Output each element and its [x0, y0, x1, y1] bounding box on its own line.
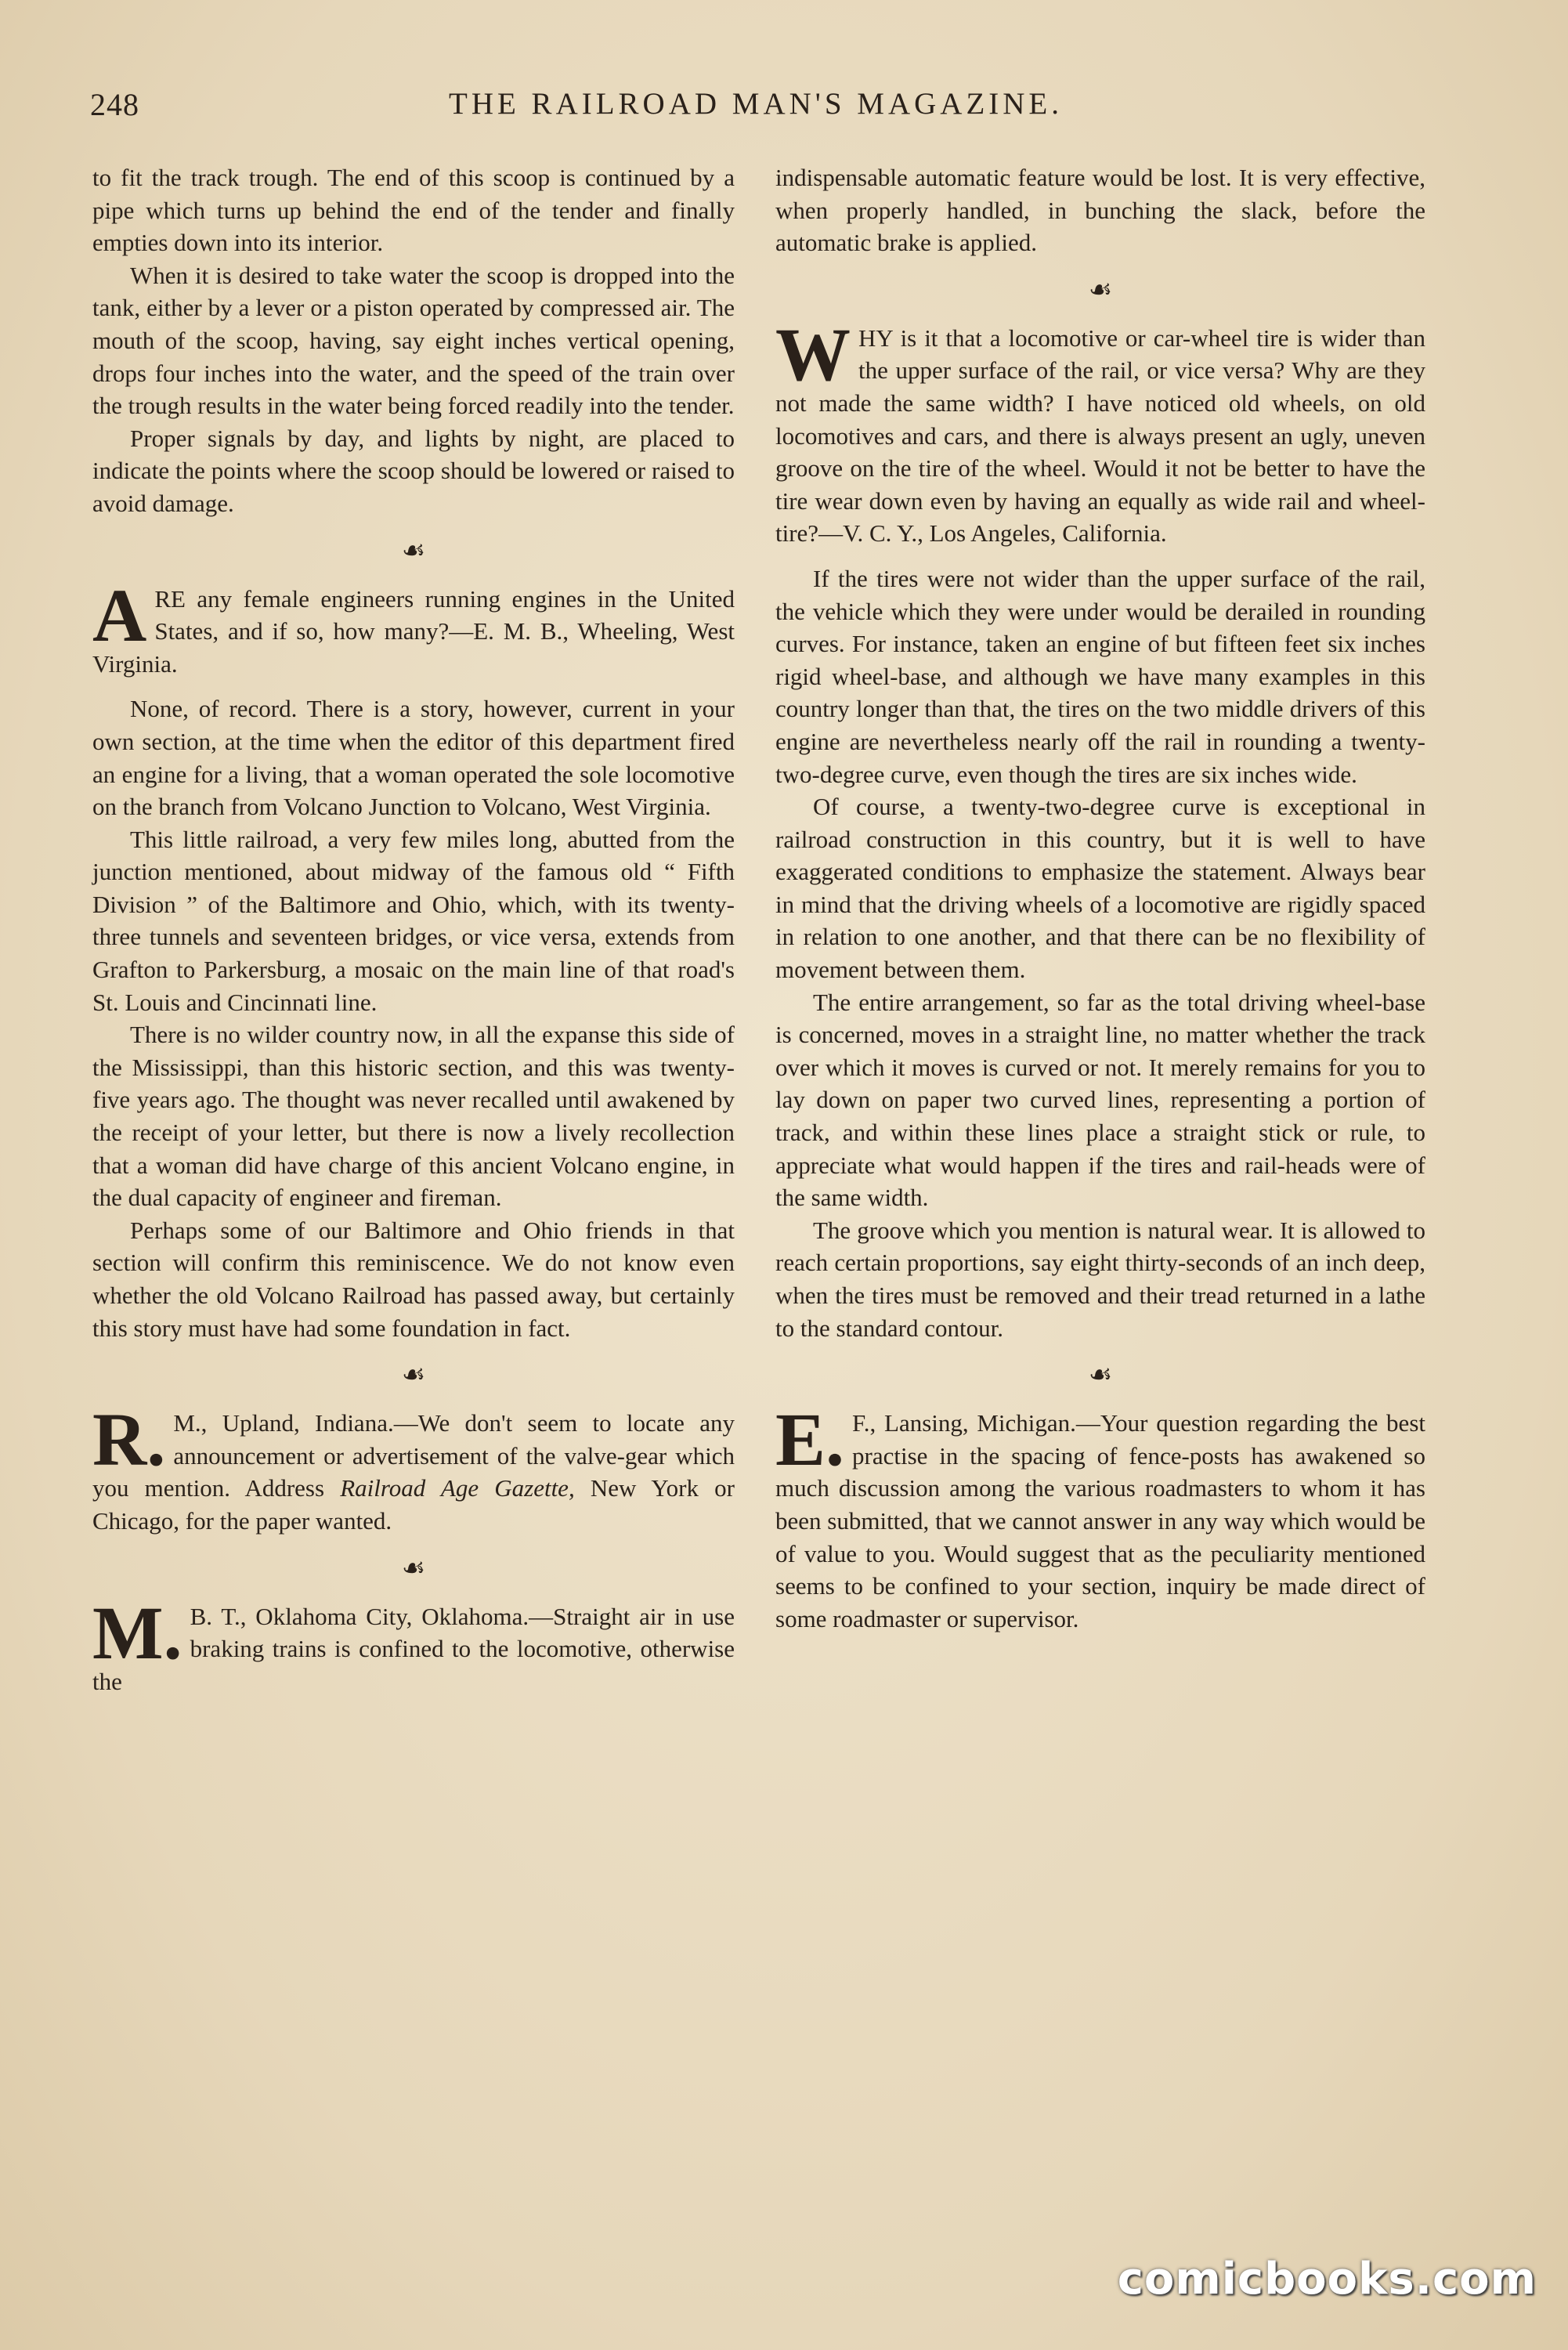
paragraph: This little railroad, a very few miles long, abutted from the junction mentioned, about midway of the famous old “ Fifth Division ” of the Baltimore and Ohio, which, with its twenty-three tunnels and seventeen bridges, or vice versa, extends from Grafton to Parkersburg, a mosaic on the main line of that road's St. Louis and Cincinnati line.	[92, 825, 735, 1016]
drop-cap: R.	[92, 1397, 166, 1482]
paragraph: The entire arrangement, so far as the total driving wheel-base is concerned, moves in a straight line, no matter whether the track over which it moves is curved or not. It merely remains for you to lay down on paper two curved lines, representing a portion of track, and within these lines place a straight stick or rule, to appreciate what would happen if the tires and rail-heads were of the same width.	[775, 988, 1425, 1212]
paragraph: The groove which you mention is natural wear. It is allowed to reach certain proportions, say eight thirty-seconds of an inch deep, when the tires must be removed and their tread returned in a lathe to the standard contour.	[775, 1216, 1425, 1342]
paragraph: to fit the track trough. The end of this scoop is continued by a pipe which turns up behind the end of the tender and finally empties down into its interior.	[92, 164, 735, 257]
question-valve-gear	[92, 1397, 735, 1537]
drop-cap: A	[92, 573, 147, 657]
publication-title: Railroad Age Gazette,	[340, 1474, 575, 1502]
page-header	[90, 86, 1422, 133]
question-text: New York or Chicago, for the paper wanted.	[92, 1474, 735, 1535]
drop-cap: E.	[775, 1397, 845, 1482]
paragraph: None, of record. There is a story, however, current in your own section, at the time when the editor of this department fired an engine for a living, that a woman operated the sole locomotive on the branch from Volcano Junction to Volcano, West Virginia.	[92, 695, 735, 821]
page-number: 248	[90, 87, 139, 122]
paragraph: There is no wilder country now, in all the expanse this side of the Mississippi, than this historic section, and this was twenty-five years ago. The thought was never recalled until awakened by the receipt of your letter, but there is now a lively recollection that a woman did have charge of this ancient Volcano engine, in the dual capacity of engineer and fireman.	[92, 1021, 735, 1212]
question-female-engineers	[92, 573, 735, 681]
running-title: THE RAILROAD MAN'S MAGAZINE.	[449, 87, 1063, 121]
question-text: B. T., Oklahoma City, Oklahoma.—Straight air in use braking trains is confined to the locomotive, otherwise the	[92, 1602, 735, 1695]
drop-cap: M.	[92, 1590, 182, 1675]
watermark: comicbooks.com	[1117, 2254, 1537, 2305]
paragraph: Of course, a twenty-two-degree curve is exceptional in railroad construction in this country, but it is well to have exaggerated conditions to emphasize the statement. Always bear in mind that the driving wheels of a locomotive are rigidly spaced in relation to one another, and that there can be no flexibility of movement between them.	[775, 793, 1425, 984]
ornament-icon: ☙	[1088, 1361, 1113, 1390]
left-column	[92, 161, 735, 1697]
paragraph: Perhaps some of our Baltimore and Ohio friends in that section will confirm this reminiscence. We do not know even whether the old Volcano Railroad has passed away, but certainly this story must have had some foundation in fact.	[92, 1216, 735, 1342]
question-text: M., Upland, Indiana.—We don't seem to locate any announcement or advertisement of the valve-gear which you mention. Address	[92, 1409, 735, 1502]
question-text: RE any female engineers running engines in the United States, and if so, how many?—E. M. B., Wheeling, West Virginia.	[92, 584, 735, 678]
drop-cap: W	[775, 312, 851, 396]
ornament-icon: ☙	[401, 1553, 426, 1583]
right-column	[775, 161, 1425, 1635]
question-fence-posts	[775, 1397, 1425, 1635]
paragraph: If the tires were not wider than the upper surface of the rail, the vehicle which they were under would be derailed in rounding curves. For instance, taken an engine of but fifteen feet six inches rigid wheel-base, and although we have many examples in this country longer than that, the tires on the two middle drivers of this engine are nevertheless nearly off the rail in rounding a twenty-two-degree curve, even though the tires are six inches wide.	[775, 564, 1425, 788]
paragraph: indispensable automatic feature would be lost. It is very effective, when properly handled, in bunching the slack, before the automatic brake is applied.	[775, 164, 1425, 257]
ornament-icon: ☙	[1088, 275, 1113, 305]
paragraph: When it is desired to take water the scoop is dropped into the tank, either by a lever or a piston operated by compressed air. The mouth of the scoop, having, say eight inches vertical opening, drops four inches into the water, and the speed of the train over the trough results in the water being forced readily into the tender.	[92, 261, 735, 420]
paragraph: Proper signals by day, and lights by night, are placed to indicate the points where the scoop should be lowered or raised to avoid damage.	[92, 424, 735, 517]
question-tire-width	[775, 312, 1425, 550]
ornament-icon: ☙	[401, 536, 426, 566]
ornament-icon: ☙	[401, 1361, 426, 1390]
question-text: HY is it that a locomotive or car-wheel tire is wider than the upper surface of the rail, or vice versa? Why are they not made the same width? I have noticed old wheels, on old locomotives and cars, and there is always present an ugly, uneven groove on the tire of the wheel. Would it not be better to have the tire wear down even by having an equally as wide rail and wheel-tire?—V. C. Y., Los Angeles, California.	[775, 324, 1425, 548]
question-straight-air	[92, 1590, 735, 1698]
question-text: F., Lansing, Michigan.—Your question regarding the best practise in the spacing of fence-posts has awakened so much discussion among the various roadmasters to whom it has been submitted, that we cannot answer in any way which would be of value to you. Would suggest that as the peculiarity mentioned seems to be confined to your section, inquiry be made direct of some roadmaster or supervisor.	[775, 1409, 1425, 1632]
